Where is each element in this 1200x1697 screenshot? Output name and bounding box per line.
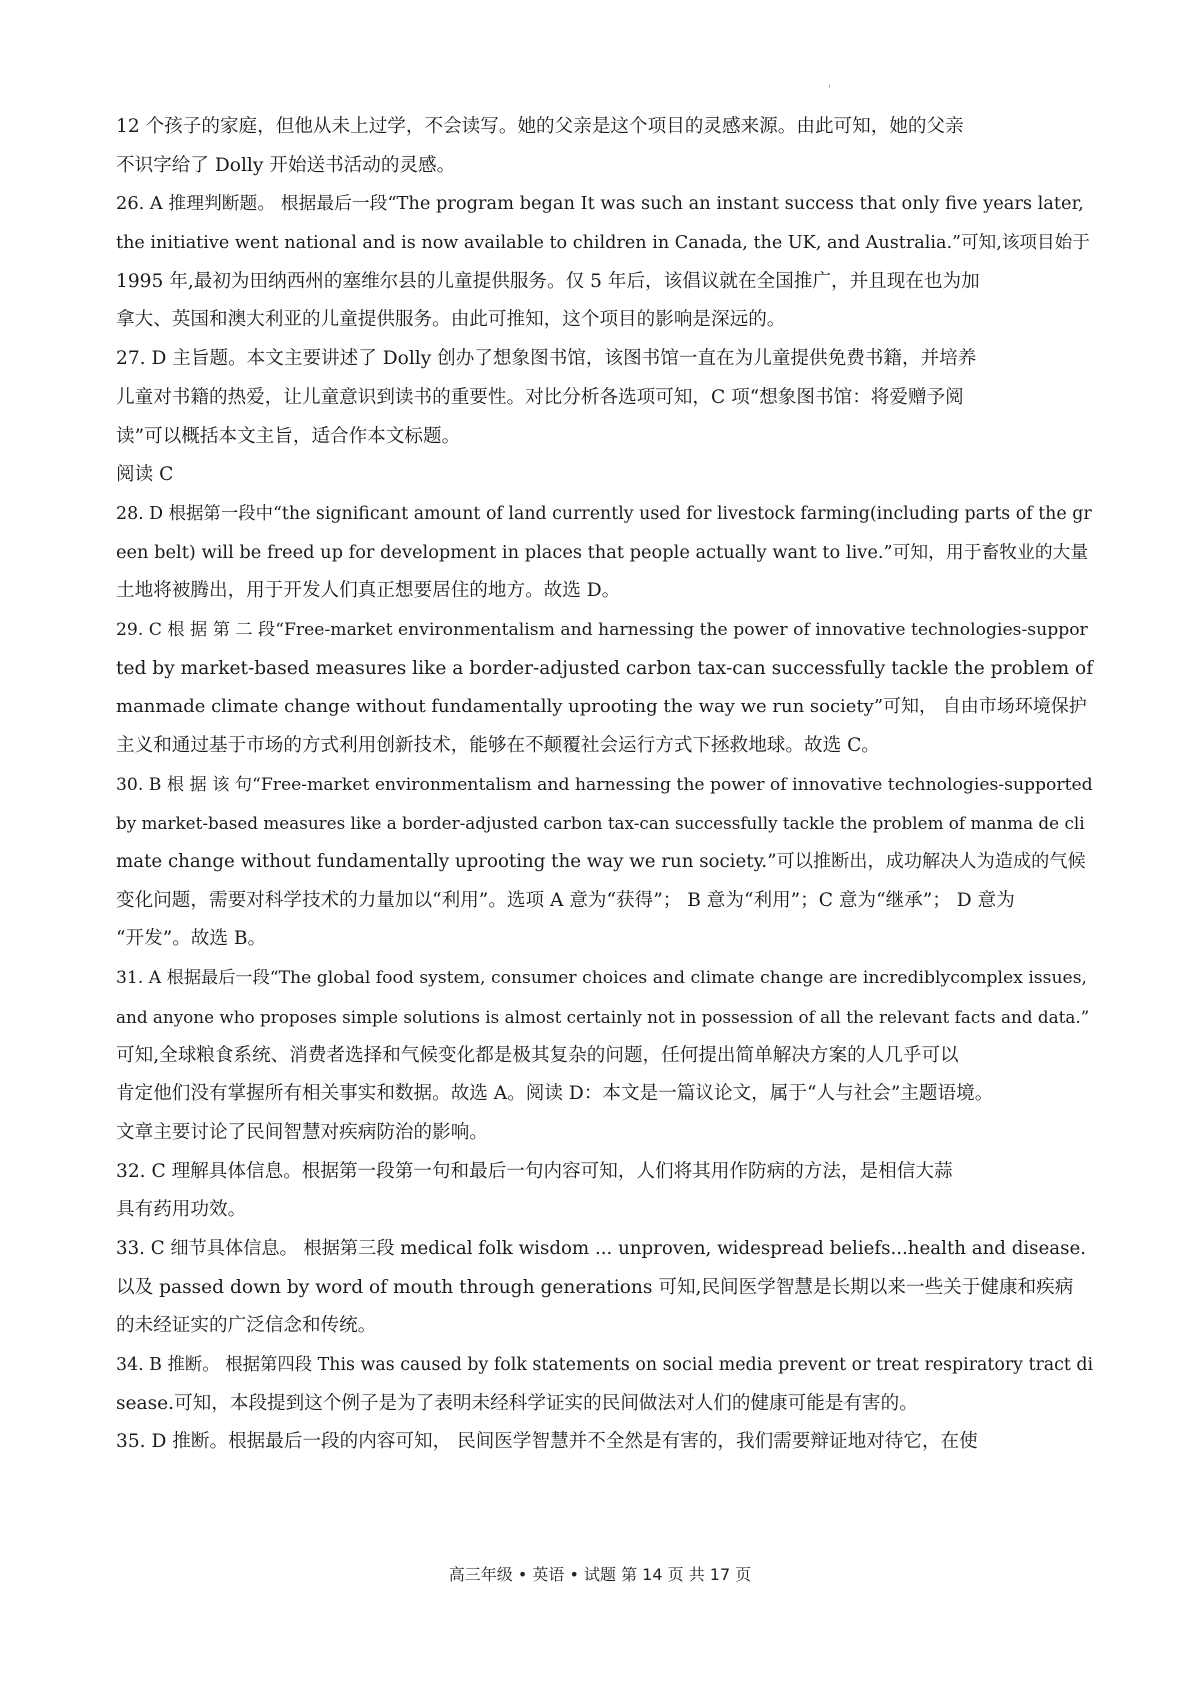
scan-mark: '	[828, 84, 831, 95]
text-line: “开发”。故选 B。	[116, 928, 267, 950]
text-line: the initiative went national and is now available to children in Canada, the UK, and Australia.”可知,该项目始于	[116, 233, 1090, 254]
text-line: 29. C 根 据 第 二 段“Free-market environmentalism and harnessing the power of innovative technologies-suppor	[116, 619, 1088, 640]
answer-text-body	[116, 108, 1094, 1462]
text-line: 以及 passed down by word of mouth through generations 可知,民间医学智慧是长期以来一些关于健康和疾病	[116, 1276, 1074, 1298]
text-line: 35. D 推断。根据最后一段的内容可知， 民间医学智慧并不全然是有害的，我们需要辩证地对待它，在使	[116, 1431, 978, 1453]
text-line: 可知,全球粮食系统、消费者选择和气候变化都是极其复杂的问题，任何提出简单解决方案的人几乎可以	[116, 1044, 959, 1066]
text-line: 28. D 根据第一段中“the significant amount of land currently used for livestock farming(including parts of the gr	[116, 503, 1092, 524]
text-line: 变化问题，需要对科学技术的力量加以“利用”。选项 A 意为“获得”； B 意为“利用”；C 意为“继承”； D 意为	[116, 889, 1015, 911]
text-line: 的未经证实的广泛信念和传统。	[116, 1315, 377, 1337]
text-line: 34. B 推断。 根据第四段 This was caused by folk statements on social media prevent or treat respiratory tract di	[116, 1355, 1094, 1375]
text-line: 30. B 根 据 该 句“Free-market environmentalism and harnessing the power of innovative technologies-supported	[116, 774, 1093, 795]
text-line: mate change without fundamentally uprooting the way we run society.”可以推断出，成功解决人为造成的气候	[116, 851, 1086, 873]
text-line: 27. D 主旨题。本文主要讲述了 Dolly 创办了想象图书馆，该图书馆一直在为儿童提供免费书籍，并培养	[116, 348, 977, 370]
text-line: 具有药用功效。	[116, 1199, 247, 1221]
text-line: 文章主要讨论了民间智慧对疾病防治的影响。	[116, 1121, 488, 1143]
text-line: 1995 年,最初为田纳西州的塞维尔县的儿童提供服务。仅 5 年后，该倡议就在全国推广，并且现在也为加	[116, 270, 980, 292]
text-line: 拿大、英国和澳大利亚的儿童提供服务。由此可推知，这个项目的影响是深远的。	[116, 309, 786, 331]
text-line: 33. C 细节具体信息。 根据第三段 medical folk wisdom ... unproven, widespread beliefs...health and disease.	[116, 1237, 1087, 1259]
text-line: 不识字给了 Dolly 开始送书活动的灵感。	[116, 154, 456, 176]
text-line: manmade climate change without fundamentally uprooting the way we run society”可知， 自由市场环境保护	[116, 696, 1087, 718]
text-line: ted by market-based measures like a border-adjusted carbon tax-can successfully tackle the problem of	[116, 657, 1094, 679]
text-line: 26. A 推理判断题。 根据最后一段“The program began It was such an instant success that only five years later,	[116, 193, 1084, 215]
text-line: and anyone who proposes simple solutions is almost certainly not in possession of all the relevant facts and data.”	[116, 1006, 1090, 1027]
text-line: 31. A 根据最后一段“The global food system, consumer choices and climate change are incrediblycomplex issues,	[116, 968, 1087, 989]
page-footer: 高三年级 • 英语 • 试题 第 14 页 共 17 页	[448, 1565, 752, 1584]
text-line: 阅读 C	[116, 464, 174, 486]
text-line: 肯定他们没有掌握所有相关事实和数据。故选 A。阅读 D：本文是一篇议论文，属于“人与社会”主题语境。	[116, 1083, 994, 1105]
text-line: een belt) will be freed up for development in places that people actually want to live.”可知，用于畜牧业的大量	[116, 541, 1089, 563]
text-line: 12 个孩子的家庭，但他从未上过学，不会读写。她的父亲是这个项目的灵感来源。由此可知，她的父亲	[116, 116, 964, 137]
text-line: by market-based measures like a border-adjusted carbon tax-can successfully tackle the problem of manma de cli	[116, 813, 1085, 834]
text-line: 32. C 理解具体信息。根据第一段第一句和最后一句内容可知，人们将其用作防病的方法，是相信大蒜	[116, 1160, 953, 1182]
text-line: 读”可以概括本文主旨，适合作本文标题。	[116, 425, 461, 447]
text-line: 主义和通过基于市场的方式利用创新技术，能够在不颠覆社会运行方式下拯救地球。故选 C。	[116, 735, 880, 756]
text-line: sease.可知，本段提到这个例子是为了表明未经科学证实的民间做法对人们的健康可能是有害的。	[116, 1392, 918, 1414]
text-line: 儿童对书籍的热爱，让儿童意识到读书的重要性。对比分析各选项可知，C 项“想象图书馆：将爱赠予阅	[116, 386, 964, 408]
text-line: 土地将被腾出，用于开发人们真正想要居住的地方。故选 D。	[116, 580, 621, 602]
